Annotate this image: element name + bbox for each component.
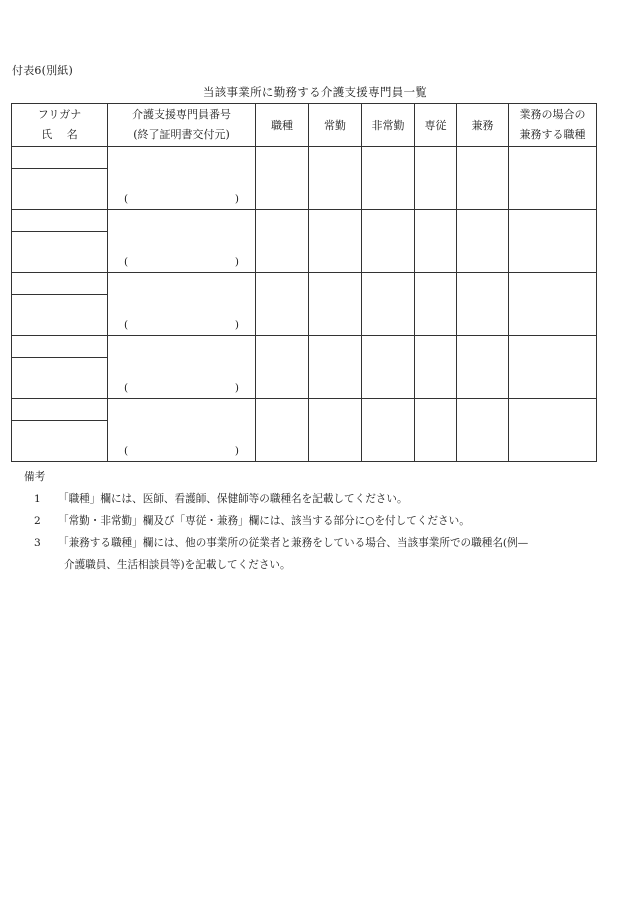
paren-open: ( — [124, 319, 129, 331]
name-cell[interactable] — [12, 358, 108, 399]
full-time-cell[interactable] — [309, 336, 362, 399]
header-concurrent: 兼務 — [457, 104, 509, 147]
paren-open: ( — [124, 256, 129, 268]
occupation-cell[interactable] — [256, 273, 309, 336]
part-time-cell[interactable] — [362, 147, 415, 210]
name-cell[interactable] — [12, 232, 108, 273]
remark-number: 2 — [34, 515, 41, 527]
header-name — [12, 104, 108, 147]
occupation-cell[interactable] — [256, 336, 309, 399]
paren-close: ) — [234, 445, 239, 457]
paren-open: ( — [124, 445, 129, 457]
concurrent-job-cell[interactable] — [509, 336, 597, 399]
remarks-section — [22, 466, 612, 576]
dedicated-cell[interactable] — [415, 147, 457, 210]
paren-open: ( — [124, 382, 129, 394]
remark-text: 「常勤・非常勤」欄及び「専従・兼務」欄には、該当する部分に○を付してください。 — [58, 515, 470, 527]
name-cell[interactable] — [12, 169, 108, 210]
header-number — [108, 104, 256, 147]
occupation-cell[interactable] — [256, 399, 309, 462]
header-name-char2: 名 — [66, 128, 78, 141]
concurrent-job-cell[interactable] — [509, 147, 597, 210]
full-time-cell[interactable] — [309, 273, 362, 336]
concurrent-cell[interactable] — [457, 210, 509, 273]
dedicated-cell[interactable] — [415, 273, 457, 336]
full-time-cell[interactable] — [309, 147, 362, 210]
remark-continuation: 介護職員、生活相談員等)を記載してください。 — [64, 559, 291, 571]
part-time-cell[interactable] — [362, 273, 415, 336]
remarks-heading: 備考 — [24, 471, 46, 483]
paren-close: ) — [234, 382, 239, 394]
number-cell[interactable] — [108, 210, 256, 273]
form-title: 当該事業所に勤務する介護支援専門員一覧 — [202, 85, 428, 99]
paren-close: ) — [234, 319, 239, 331]
remark-text: 「職種」欄には、医師、看護師、保健師等の職種名を記載してください。 — [58, 493, 408, 505]
remark-number: 3 — [34, 537, 41, 549]
full-time-cell[interactable] — [309, 210, 362, 273]
furigana-cell[interactable] — [12, 273, 108, 295]
number-cell[interactable] — [108, 399, 256, 462]
header-furigana: フリガナ — [37, 108, 82, 121]
remark-number: 1 — [34, 493, 41, 505]
header-part-time: 非常勤 — [362, 104, 415, 147]
dedicated-cell[interactable] — [415, 210, 457, 273]
table-row — [12, 210, 597, 232]
header-dedicated: 専従 — [415, 104, 457, 147]
header-concurrent-job — [509, 104, 597, 147]
remark-note — [34, 532, 612, 554]
dedicated-cell[interactable] — [415, 399, 457, 462]
header-concurrent-job-line1: 業務の場合の — [519, 108, 586, 121]
concurrent-cell[interactable] — [457, 336, 509, 399]
dedicated-cell[interactable] — [415, 336, 457, 399]
paren-close: ) — [234, 256, 239, 268]
paren-close: ) — [234, 193, 239, 205]
header-number-line2: (終了証明書交付元) — [133, 128, 230, 141]
paren-open: ( — [124, 193, 129, 205]
number-cell[interactable] — [108, 147, 256, 210]
table-row — [12, 399, 597, 421]
header-name-char1: 氏 — [41, 128, 53, 141]
remark-text: 「兼務する職種」欄には、他の事業所の従業者と兼務をしている場合、当該事業所での職種名(例— — [58, 537, 529, 549]
table-row — [12, 273, 597, 295]
annex-label: 付表6(別紙) — [12, 64, 73, 77]
header-row — [12, 104, 597, 147]
furigana-cell[interactable] — [12, 336, 108, 358]
table-row — [12, 147, 597, 169]
table-row — [12, 336, 597, 358]
occupation-cell[interactable] — [256, 210, 309, 273]
furigana-cell[interactable] — [12, 210, 108, 232]
concurrent-cell[interactable] — [457, 147, 509, 210]
concurrent-job-cell[interactable] — [509, 399, 597, 462]
full-time-cell[interactable] — [309, 399, 362, 462]
remark-note — [34, 488, 612, 510]
remark-note — [34, 510, 612, 532]
concurrent-job-cell[interactable] — [509, 210, 597, 273]
header-concurrent-job-line2: 兼務する職種 — [519, 128, 586, 141]
furigana-cell[interactable] — [12, 399, 108, 421]
header-number-line1: 介護支援専門員番号 — [132, 108, 231, 121]
part-time-cell[interactable] — [362, 210, 415, 273]
occupation-cell[interactable] — [256, 147, 309, 210]
name-cell[interactable] — [12, 295, 108, 336]
staff-table — [11, 103, 597, 462]
number-cell[interactable] — [108, 273, 256, 336]
part-time-cell[interactable] — [362, 336, 415, 399]
number-cell[interactable] — [108, 336, 256, 399]
furigana-cell[interactable] — [12, 147, 108, 169]
name-cell[interactable] — [12, 421, 108, 462]
concurrent-cell[interactable] — [457, 273, 509, 336]
concurrent-job-cell[interactable] — [509, 273, 597, 336]
concurrent-cell[interactable] — [457, 399, 509, 462]
header-occupation: 職種 — [256, 104, 309, 147]
part-time-cell[interactable] — [362, 399, 415, 462]
header-full-time: 常勤 — [309, 104, 362, 147]
